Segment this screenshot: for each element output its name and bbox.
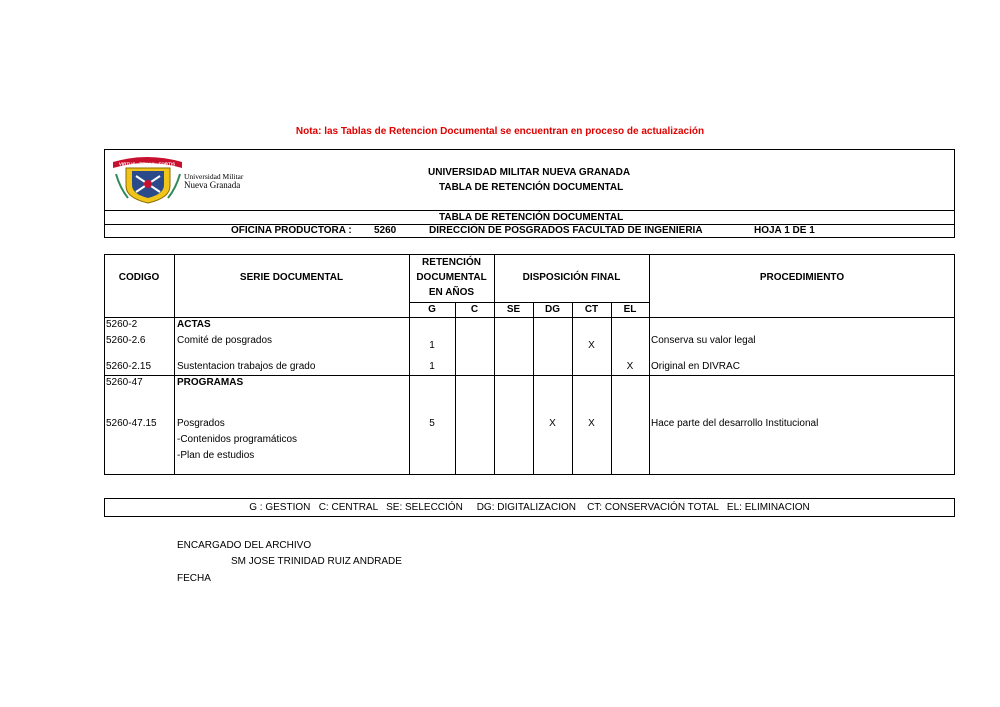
row-1-code: 5260-2: [106, 319, 138, 330]
sub-g: G: [428, 304, 436, 315]
row-5-code: 5260-47.15: [106, 418, 157, 429]
row-4-serie: PROGRAMAS: [177, 377, 244, 388]
encargado-name: SM JOSE TRINIDAD RUIZ ANDRADE: [231, 556, 402, 567]
row-2-code: 5260-2.6: [106, 335, 146, 346]
row-2-proc: Conserva su valor legal: [651, 335, 756, 346]
row-5-subitem-1: -Contenidos programáticos: [177, 434, 298, 445]
university-logo: [110, 154, 270, 204]
row-5-serie: Posgrados: [177, 418, 225, 429]
col-retencion-3: EN AÑOS: [428, 287, 475, 298]
col-codigo: CODIGO: [118, 272, 160, 283]
row-4-code: 5260-47: [106, 377, 143, 388]
row-5-ct: X: [588, 418, 595, 429]
row-3-proc: Original en DIVRAC: [651, 361, 740, 372]
legend-text: G : GESTION C: CENTRAL SE: SELECCIÓN DG: DIGITALIZACION CT: CONSERVACIÓN TOTAL EL: ELIMINACION: [249, 502, 810, 513]
office-code: 5260: [374, 225, 397, 236]
col-retencion-2: DOCUMENTAL: [416, 272, 487, 283]
row-3-code: 5260-2.15: [106, 361, 152, 372]
logo-motto: VIRTUS · TENAX · FORTIS: [118, 161, 176, 167]
office-name: DIRECCIÓN DE POSGRADOS FACULTAD DE INGENIERIA: [429, 225, 703, 236]
page-info: HOJA 1 DE 1: [754, 225, 815, 236]
sub-el: EL: [623, 304, 637, 315]
row-3-serie: Sustentacion trabajos de grado: [177, 361, 316, 372]
row-3-el: X: [626, 361, 634, 372]
section-title: TABLA DE RETENCIÓN DOCUMENTAL: [439, 212, 624, 223]
row-5-subitem-2: -Plan de estudios: [177, 450, 255, 461]
document-title: TABLA DE RETENCIÓN DOCUMENTAL: [439, 182, 624, 193]
sub-c: C: [470, 304, 479, 315]
row-5-proc: Hace parte del desarrollo Institucional: [651, 418, 819, 429]
col-disposicion: DISPOSICIÓN FINAL: [522, 272, 621, 283]
row-2-g: 1: [429, 340, 435, 351]
row-1-serie: ACTAS: [177, 319, 211, 330]
encargado-label: ENCARGADO DEL ARCHIVO: [177, 540, 312, 551]
col-serie: SERIE DOCUMENTAL: [239, 272, 344, 283]
fecha-label: FECHA: [177, 573, 211, 584]
logo-name-line2: Nueva Granada: [184, 180, 241, 190]
update-note: Nota: las Tablas de Retencion Documental se encuentran en proceso de actualización: [295, 126, 705, 137]
sub-ct: CT: [584, 304, 599, 315]
row-5-dg: X: [549, 418, 556, 429]
office-label: OFICINA PRODUCTORA :: [231, 225, 352, 236]
row-2-ct: X: [588, 340, 595, 351]
sub-dg: DG: [545, 304, 560, 315]
sub-se: SE: [506, 304, 521, 315]
row-5-g: 5: [429, 418, 435, 429]
row-2-serie: Comité de posgrados: [177, 335, 273, 346]
row-3-g: 1: [429, 361, 435, 372]
logo-name-line1: Universidad Militar: [184, 172, 244, 181]
university-name: UNIVERSIDAD MILITAR NUEVA GRANADA: [428, 167, 631, 178]
col-retencion-1: RETENCIÓN: [422, 257, 481, 268]
col-procedimiento: PROCEDIMIENTO: [759, 272, 845, 283]
